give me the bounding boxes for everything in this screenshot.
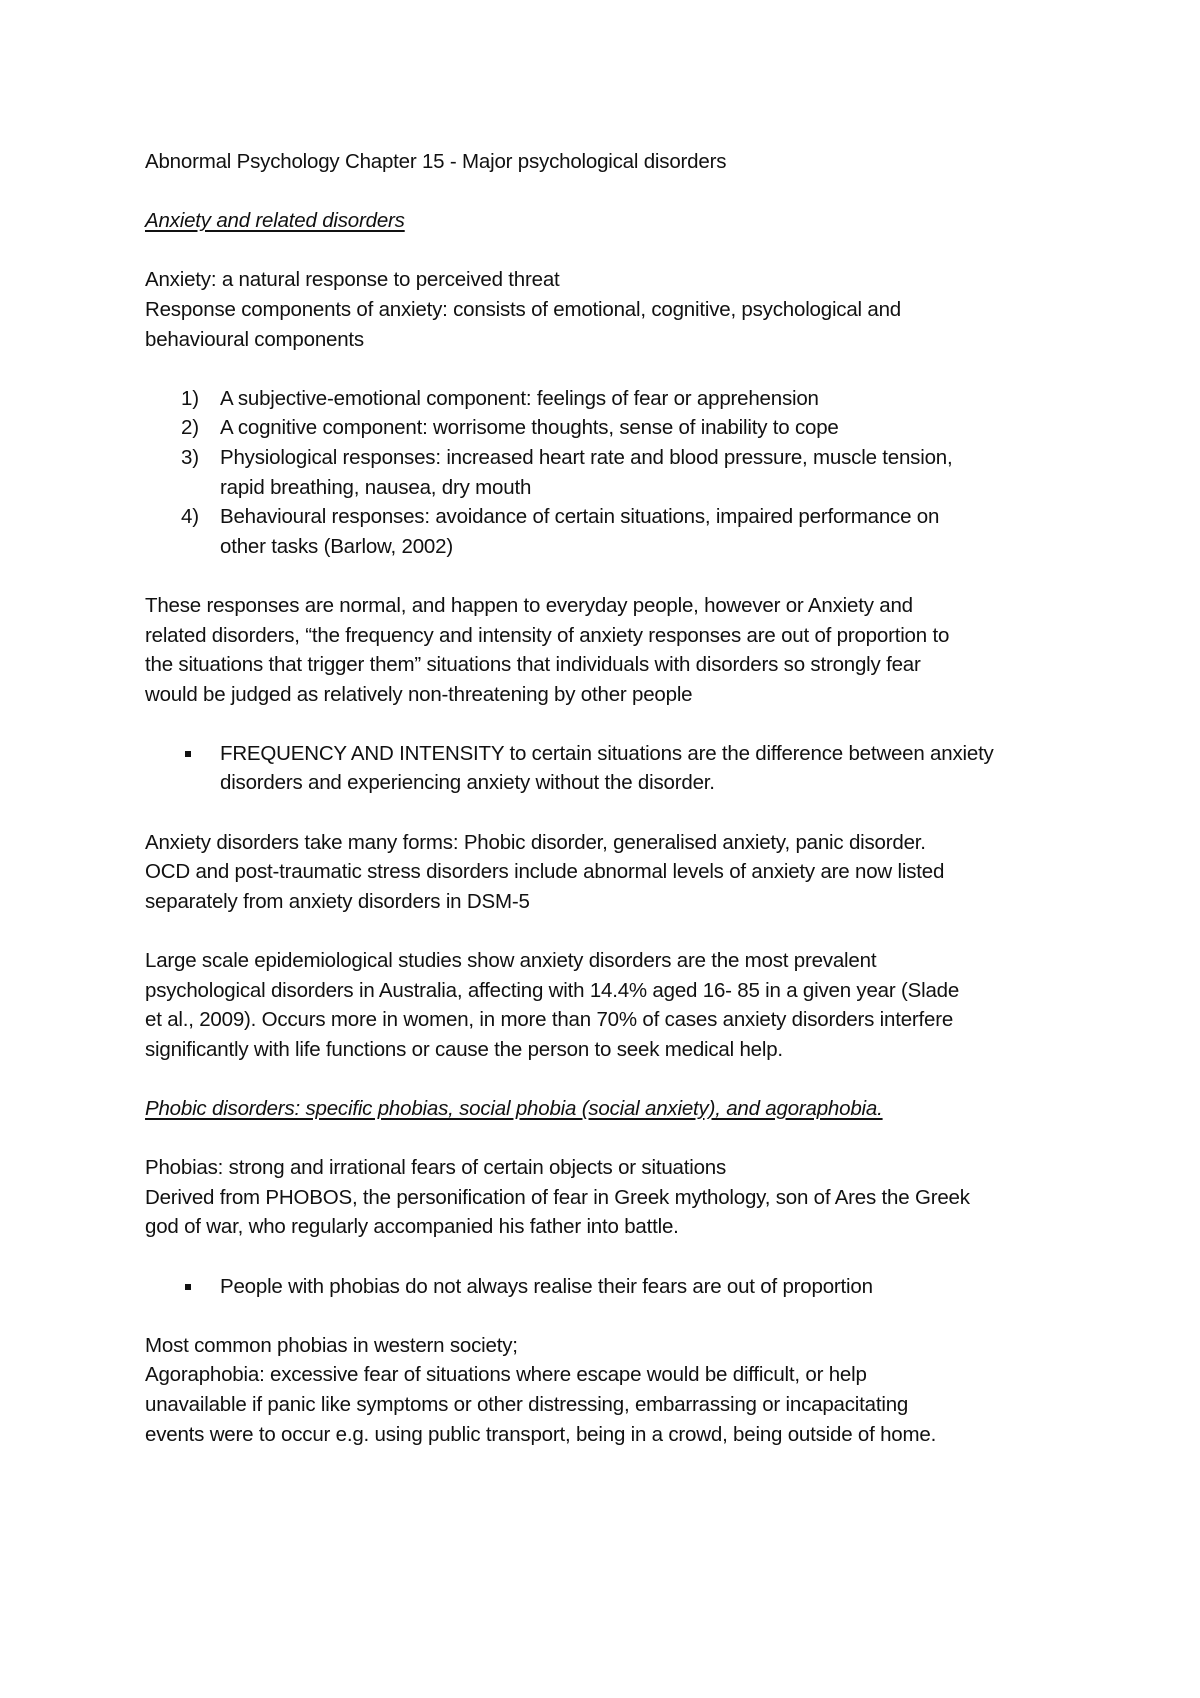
agoraphobia-line: unavailable if panic like symptoms or other distressing, embarrassing or incapacitating [145,1392,909,1416]
bullet-text: disorders and experiencing anxiety without the disorder. [220,771,715,795]
response-components-line: behavioural components [145,327,364,351]
list-number: 3) [181,445,199,469]
paragraph-line: significantly with life functions or cause the person to seek medical help. [145,1037,783,1061]
paragraph-line: the situations that trigger them” situations that individuals with disorders so strongly fear [145,653,921,677]
bullet-text: People with phobias do not always realise their fears are out of proportion [220,1274,873,1298]
document-title: Abnormal Psychology Chapter 15 - Major psychological disorders [145,150,727,173]
list-item-text: Physiological responses: increased heart rate and blood pressure, muscle tension, [220,445,953,469]
paragraph-line: would be judged as relatively non-threatening by other people [145,682,693,706]
paragraph-normal-responses [145,591,1075,709]
list-number: 2) [181,416,199,440]
document-body [145,147,1075,1449]
paragraph-line: psychological disorders in Australia, affecting with 14.4% aged 16- 85 in a given year (Slade [145,978,960,1002]
paragraph-line: related disorders, “the frequency and intensity of anxiety responses are out of proportion to [145,623,950,647]
list-item [145,413,1075,443]
paragraph-line: Anxiety disorders take many forms: Phobic disorder, generalised anxiety, panic disorder. [145,830,926,854]
phobos-origin-line: god of war, who regularly accompanied his father into battle. [145,1215,679,1239]
list-item [145,443,1075,502]
anxiety-definition: Anxiety: a natural response to perceived threat [145,268,560,292]
list-item-text: Behavioural responses: avoidance of certain situations, impaired performance on [220,505,940,529]
list-item-text: A subjective-emotional component: feelings of fear or apprehension [220,386,819,410]
section-heading-anxiety: Anxiety and related disorders [145,209,405,233]
agoraphobia-line: Agoraphobia: excessive fear of situations where escape would be difficult, or help [145,1363,867,1387]
list-item [145,502,1075,561]
list-number: 1) [181,386,199,410]
paragraph-line: et al., 2009). Occurs more in women, in more than 70% of cases anxiety disorders interfere [145,1008,954,1032]
phobos-origin-line: Derived from PHOBOS, the personification of fear in Greek mythology, son of Ares the Greek [145,1185,970,1209]
paragraph-line: OCD and post-traumatic stress disorders include abnormal levels of anxiety are now listed [145,860,945,884]
paragraph-line: Large scale epidemiological studies show anxiety disorders are the most prevalent [145,949,877,973]
square-bullet-icon [185,1284,191,1290]
square-bullet-icon [185,751,191,757]
bullet-item-phobias [145,1272,1075,1302]
paragraph-line: separately from anxiety disorders in DSM-5 [145,889,530,913]
phobias-definition: Phobias: strong and irrational fears of certain objects or situations [145,1156,727,1180]
components-list [145,384,1075,562]
list-item-text: rapid breathing, nausea, dry mouth [220,475,532,499]
paragraph-line: These responses are normal, and happen to everyday people, however or Anxiety and [145,593,913,617]
list-number: 4) [181,505,199,529]
list-item [145,384,1075,414]
paragraph-epidemiology [145,946,1075,1064]
bullet-text: FREQUENCY AND INTENSITY to certain situations are the difference between anxiety [220,741,994,765]
bullet-item-frequency [145,739,1075,798]
list-item-text: other tasks (Barlow, 2002) [220,534,453,558]
response-components-line: Response components of anxiety: consists of emotional, cognitive, psychological and [145,297,902,321]
common-phobias-heading: Most common phobias in western society; [145,1333,518,1357]
agoraphobia-line: events were to occur e.g. using public transport, being in a crowd, being outside of home. [145,1422,937,1446]
section-heading-phobic: Phobic disorders: specific phobias, social phobia (social anxiety), and agoraphobia. [145,1097,883,1120]
list-item-text: A cognitive component: worrisome thoughts, sense of inability to cope [220,416,839,440]
paragraph-anxiety-forms [145,828,1075,917]
